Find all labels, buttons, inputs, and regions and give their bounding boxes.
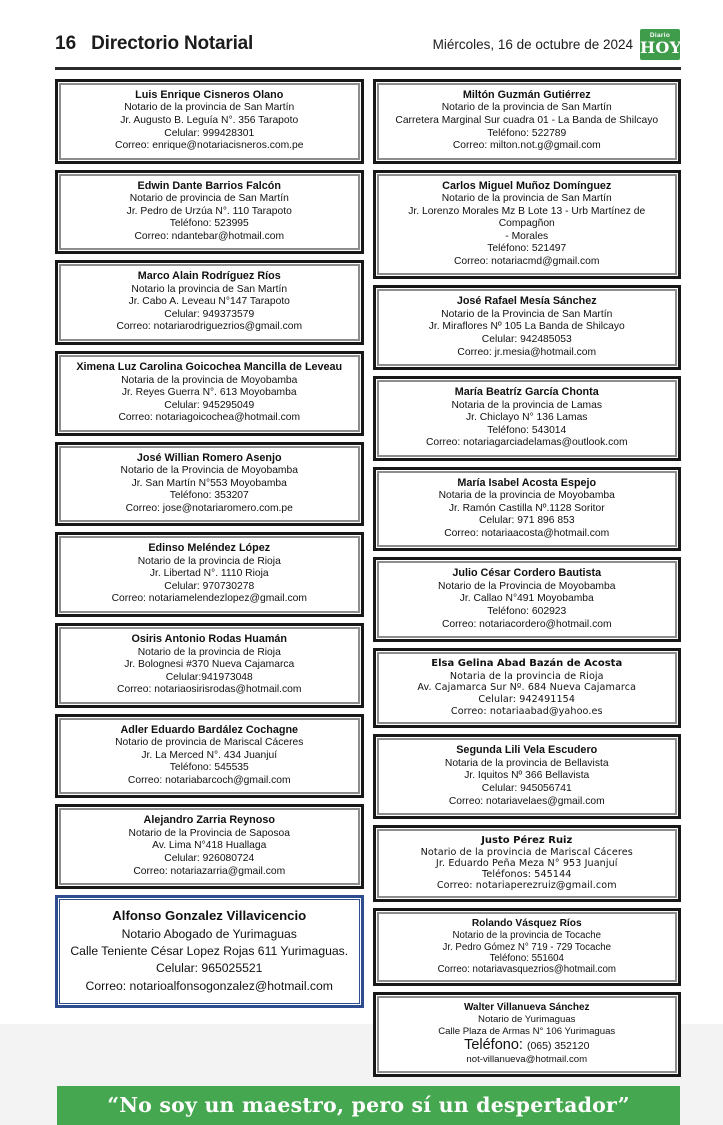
notary-card (373, 79, 682, 164)
notary-detail-line: Teléfono: 353207 (169, 490, 249, 502)
notary-name: Miltón Guzmán Gutiérrez (462, 89, 591, 101)
notary-detail-line: Notario de la provincia de Rioja (137, 555, 281, 567)
notary-card (55, 532, 364, 617)
notary-card-inner (59, 355, 360, 432)
notary-name: Luis Enrique Cisneros Olano (135, 89, 284, 101)
notary-phone-large (383, 1037, 672, 1054)
notary-detail-line: Notaria de la provincia de Bellavista (444, 757, 609, 769)
notary-card-inner (59, 718, 360, 795)
directory-columns (55, 79, 681, 1077)
notary-detail-line: Teléfono: 551604 (489, 952, 564, 964)
notary-detail-line: Notario de provincia de San Martín (129, 193, 289, 205)
notary-detail-line: Notario de la provincia de San Martín (124, 102, 295, 114)
notary-detail-line: Correo: notariaperezruiz@gmail.com (436, 880, 617, 892)
notary-detail-line: Calle Teniente César Lopez Rojas 611 Yurimaguas. (70, 943, 349, 958)
notary-detail-line: Notaria de la provincia de Rioja (449, 670, 604, 682)
notary-detail-line: Teléfono: 602923 (487, 606, 567, 618)
notary-detail-line: Jr. San Martín N°553 Moyobamba (131, 477, 287, 489)
notary-name: Edwin Dante Barrios Falcón (137, 179, 281, 192)
notary-name: Rolando Vásquez Ríos (471, 918, 582, 930)
notary-card (373, 648, 682, 728)
notary-name: Adler Eduardo Bardález Cochagne (120, 723, 299, 736)
notary-detail-line: Celular: 965025521 (156, 961, 263, 976)
notary-card (55, 442, 364, 527)
notary-detail-line: Notario de la provincia de Mariscal Cáceres (420, 846, 633, 858)
notary-detail-line: Correo: jr.mesia@hotmail.com (457, 346, 597, 358)
notary-detail-line: Correo: notariaabad@yahoo.es (450, 705, 603, 717)
notary-detail-line: Jr. Iquitos Nº 366 Bellavista (464, 770, 590, 782)
quote-banner: “No soy un maestro, pero sí un despertador” (57, 1086, 680, 1125)
notary-detail-line: Celular: 999428301 (164, 127, 255, 139)
notary-detail-line: Notario de la Provincia de San Martín (441, 308, 613, 320)
notary-detail-line: Teléfono: 545535 (169, 762, 249, 774)
notary-card-inner (377, 83, 678, 160)
notary-detail-line: Carretera Marginal Sur cuadra 01 - La Banda de Shilcayo (395, 115, 659, 127)
notary-card-inner (377, 471, 678, 548)
notary-name: Walter Villanueva Sánchez (463, 1002, 590, 1014)
notary-detail-line: Jr. La Merced N°. 434 Juanjuí (141, 749, 278, 761)
notary-card (55, 79, 364, 164)
notary-detail-line: Calle Plaza de Armas N° 106 Yurimaguas (438, 1025, 616, 1037)
notary-name: Segunda Lili Vela Escudero (456, 744, 598, 757)
notary-detail-line: Correo: notariaacosta@hotmail.com (444, 527, 610, 539)
notary-card-inner (59, 446, 360, 523)
notary-card-inner (59, 899, 360, 1004)
notary-card-inner (59, 627, 360, 704)
notary-name: Alejandro Zarria Reynoso (143, 814, 275, 827)
logo-main-text: HOY (640, 37, 682, 57)
notary-detail-line: Notario de Yurimaguas (478, 1014, 576, 1026)
notary-detail-line: Jr. Bolognesi #370 Nueva Cajamarca (124, 659, 295, 671)
notary-card (55, 623, 364, 708)
notary-card (55, 260, 364, 345)
notary-detail-line: Correo: notarioalfonsogonzalez@hotmail.com (85, 978, 333, 993)
notary-detail-line: Jr. Pedro Gómez N° 719 - 729 Tocache (442, 941, 611, 953)
header-title-group (55, 33, 253, 55)
notary-name: Carlos Miguel Muñoz Domínguez (442, 179, 612, 192)
notary-card-inner (377, 289, 678, 366)
page-number: 16 (55, 33, 77, 54)
notary-detail-line: Jr. Ramón Castilla Nº.1128 Soritor (448, 502, 605, 514)
notary-detail-line: Notario de la provincia de San Martín (441, 193, 612, 205)
notary-card-inner (59, 174, 360, 251)
diario-hoy-logo (640, 29, 680, 60)
notary-card (55, 351, 364, 436)
notary-detail-line: Notario la provincia de San Martín (131, 283, 288, 295)
notary-detail-line: Correo: notariarodriguezrios@gmail.com (116, 321, 303, 333)
notary-card-inner (377, 996, 678, 1072)
date-text: Miércoles, 16 de octubre de 2024 (432, 36, 633, 52)
notary-card (373, 992, 682, 1076)
phone-label: Teléfono: (464, 1037, 527, 1054)
header-date-group (433, 29, 680, 60)
page-title: Directorio Notarial (91, 33, 254, 54)
notary-card (373, 557, 682, 642)
notary-detail-line: Notario Abogado de Yurimaguas (121, 926, 297, 941)
notary-detail-line: Celular: 949373579 (164, 308, 255, 320)
notary-detail-line: Celular: 942491154 (478, 694, 576, 706)
notary-card (373, 825, 682, 902)
notary-card (373, 376, 682, 461)
notary-detail-line: Celular: 926080724 (164, 852, 255, 864)
logo-top-text: Diario (649, 32, 671, 40)
notary-detail-line: Celular: 971 896 853 (478, 515, 575, 527)
notary-detail-line: Jr. Miraflores Nº 105 La Banda de Shilcayo (428, 321, 625, 333)
notary-detail-line: Correo: notariacmd@gmail.com (453, 255, 600, 267)
notary-card-inner (377, 738, 678, 815)
notary-detail-line: Correo: notariavelaes@gmail.com (448, 795, 605, 807)
notary-detail-line: Celular: 970730278 (164, 580, 255, 592)
notary-name: Edinso Meléndez López (148, 542, 271, 555)
notary-detail-line: Notario de la provincia de San Martín (441, 102, 612, 114)
notary-card (55, 170, 364, 255)
notary-detail-line: Jr. Augusto B. Leguía N°. 356 Tarapoto (120, 115, 299, 127)
notary-detail-line: Correo: notariazarria@gmail.com (133, 865, 286, 877)
notary-detail-line: Teléfono: 521497 (487, 243, 567, 255)
notary-detail-line: Correo: notariagarciadelamas@outlook.com (425, 437, 628, 449)
notary-card (373, 170, 682, 280)
notary-detail-line: Notario de la Provincia de Moyobamba (438, 580, 616, 592)
notary-detail-line: Jr. Cabo A. Leveau N°147 Tarapoto (128, 296, 290, 308)
notary-detail-line: Notario de la provincia de Rioja (137, 646, 281, 658)
notary-name: Ximena Luz Carolina Goicochea Mancilla de Leveau (76, 361, 343, 374)
notary-detail-line: Celular: 945056741 (481, 783, 572, 795)
notary-card-inner (377, 561, 678, 638)
notary-card-inner (377, 652, 678, 724)
notary-name: María Isabel Acosta Espejo (457, 476, 597, 489)
notary-name: Alfonso Gonzalez Villavicencio (112, 908, 307, 924)
notary-detail-line: Jr. Callao N°491 Moyobamba (459, 593, 594, 605)
notary-detail-line: Notaria de la provincia de Lamas (451, 399, 603, 411)
directory-column-left (55, 79, 364, 1008)
notary-detail-line: Correo: notariacordero@hotmail.com (441, 618, 612, 630)
notary-detail-line: Correo: notariavasquezrios@hotmail.com (437, 964, 616, 976)
notary-detail-line: Jr. Pedro de Urzúa N°. 110 Tarapoto (126, 205, 292, 217)
notary-detail-line: Teléfonos: 545144 (482, 869, 572, 881)
notary-detail-line: Teléfono: 543014 (487, 424, 567, 436)
notary-card (373, 285, 682, 370)
notary-card-inner (377, 912, 678, 982)
page-header (55, 24, 681, 64)
notary-card (373, 734, 682, 819)
notary-name: Marco Alain Rodríguez Ríos (137, 270, 281, 283)
notary-detail-line: Av. Cajamarca Sur Nº. 684 Nueva Cajamarca (417, 682, 637, 694)
notary-detail-line: - Morales (505, 230, 549, 242)
phone-value: (065) 352120 (526, 1040, 590, 1053)
notary-detail-line: not-villanueva@hotmail.com (466, 1054, 588, 1066)
notary-detail-line: Notaria de la provincia de Moyobamba (121, 374, 298, 386)
notary-card-inner (377, 174, 678, 276)
notary-detail-line: Correo: notariamelendezlopez@gmail.com (111, 593, 307, 605)
notary-detail-line: Notario de la Provincia de Moyobamba (120, 465, 298, 477)
notary-card (55, 804, 364, 889)
notary-detail-line: Jr. Lorenzo Morales Mz B Lote 13 - Urb Martínez de Compagñon (408, 205, 646, 230)
notary-name: Justo Pérez Ruiz (481, 835, 573, 847)
notary-card (373, 467, 682, 552)
notary-detail-line: Teléfono: 523995 (169, 218, 249, 230)
notary-detail-line: Notario de provincia de Mariscal Cáceres (115, 737, 304, 749)
notary-name: Julio César Cordero Bautista (452, 567, 602, 580)
notary-card (55, 714, 364, 799)
notary-detail-line: Jr. Eduardo Peña Meza N° 953 Juanjuí (435, 858, 618, 870)
notary-detail-line: Correo: notariabarcoch@gmail.com (127, 774, 291, 786)
notary-detail-line: Jr. Reyes Guerra N°. 613 Moyobamba (121, 387, 297, 399)
notary-card (373, 908, 682, 986)
notary-name: José Rafael Mesía Sánchez (456, 295, 597, 308)
notary-detail-line: Correo: jose@notariaromero.com.pe (125, 502, 293, 514)
notary-detail-line: Teléfono: 522789 (487, 127, 567, 139)
notary-name: Elsa Gelina Abad Bazán de Acosta (431, 658, 623, 670)
directory-column-right (373, 79, 682, 1077)
notary-detail-line: Celular: 942485053 (481, 334, 572, 346)
notary-detail-line: Av. Lima N°418 Huallaga (152, 840, 267, 852)
notary-detail-line: Notario de la Provincia de Saposoa (128, 827, 290, 839)
notary-detail-line: Correo: enrique@notariacisneros.com.pe (115, 140, 304, 152)
header-divider (55, 67, 681, 70)
notary-card-inner (59, 83, 360, 160)
notary-detail-line: Jr. Libertad N°. 1110 Rioja (149, 568, 269, 580)
notary-card-inner (377, 829, 678, 898)
notary-detail-line: Celular: 945295049 (164, 399, 255, 411)
notary-detail-line: Notario de la provincia de Tocache (452, 930, 601, 942)
notary-card-inner (377, 380, 678, 457)
notary-name: María Beatríz García Chonta (454, 386, 599, 399)
notary-detail-line: Correo: notariagoicochea@hotmail.com (118, 412, 301, 424)
notary-detail-line: Celular:941973048 (165, 671, 253, 683)
notary-detail-line: Correo: ndantebar@hotmail.com (134, 230, 285, 242)
notary-card-inner (59, 536, 360, 613)
notary-detail-line: Jr. Chiclayo N° 136 Lamas (466, 412, 588, 424)
notary-card-inner (59, 264, 360, 341)
notary-detail-line: Notaria de la provincia de Moyobamba (438, 490, 615, 502)
notary-card-inner (59, 808, 360, 885)
notary-name: Osiris Antonio Rodas Huamán (131, 633, 288, 646)
notary-detail-line: Correo: milton.not.g@gmail.com (452, 140, 601, 152)
notary-name: José Willian Romero Asenjo (136, 451, 282, 464)
notary-card (55, 895, 364, 1008)
notary-detail-line: Correo: notariaosirisrodas@hotmail.com (117, 684, 302, 696)
